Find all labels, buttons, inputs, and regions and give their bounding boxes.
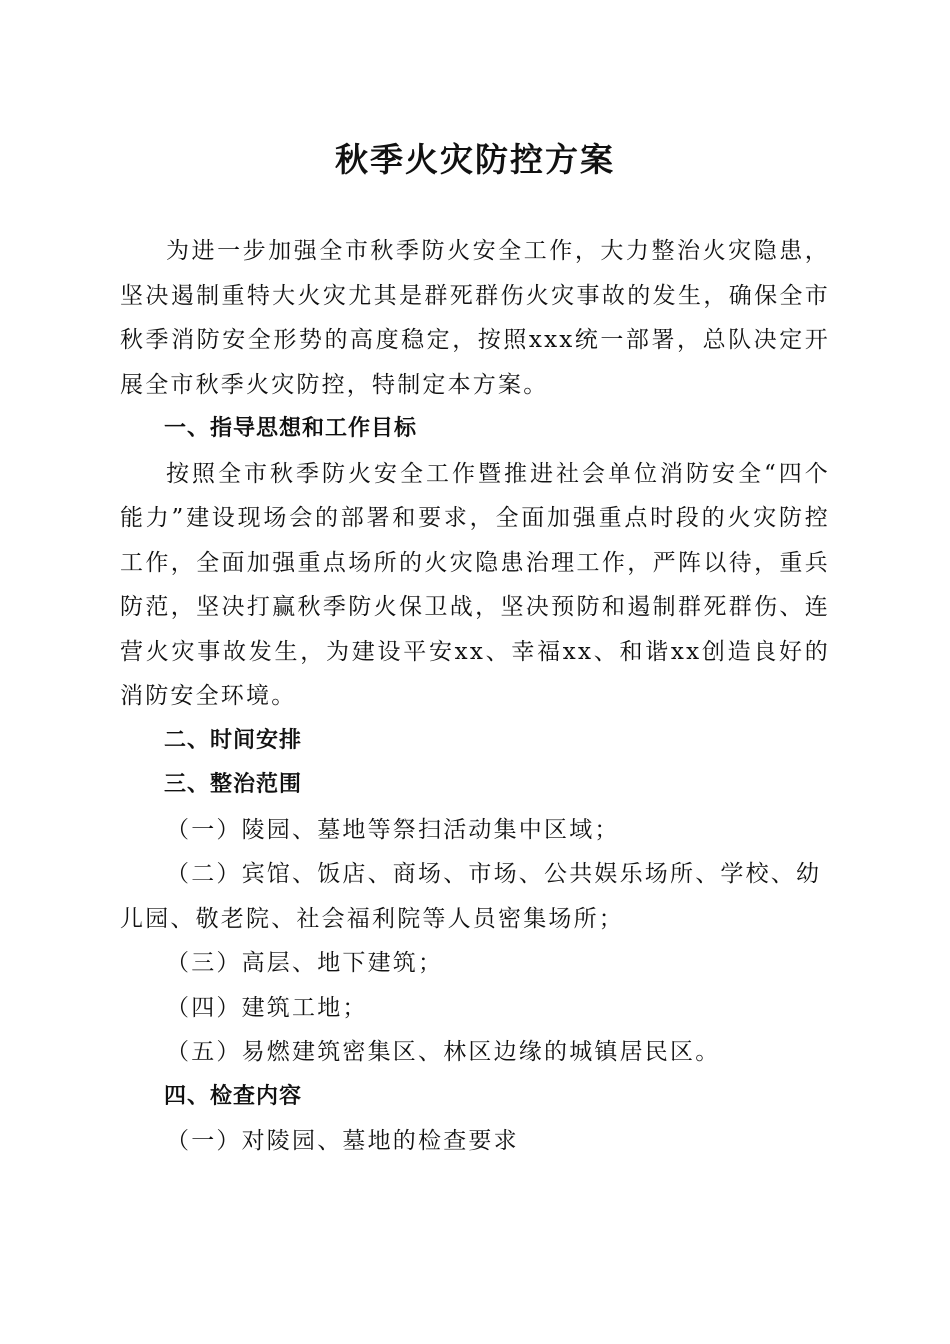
- scope-item-5: （五）易燃建筑密集区、林区边缘的城镇居民区。: [166, 1039, 721, 1065]
- scope-item-4: （四）建筑工地；: [166, 994, 368, 1021]
- inspection-item-1: （一）对陵园、墓地的检查要求: [166, 1128, 519, 1154]
- guiding-principles-paragraph: 按照全市秋季防火安全工作暨推进社会单位消防安全“四个能力”建设现场会的部署和要求，全面加强重点时段的火灾防控工作，全面加强重点场所的火灾隐患治理工作，严阵以待，重兵防范，坚决打赢秋季防火保卫战，坚决预防和遏制群死群伤、连营火灾事故发生，为建设平安xx、幸福xx、和谐xx创造良好的消防安全环境。: [120, 460, 830, 709]
- scope-item-1: （一）陵园、墓地等祭扫活动集中区域；: [166, 816, 620, 843]
- intro-paragraph: 为进一步加强全市秋季防火安全工作，大力整治火灾隐患，坚决遏制重特大火灾尤其是群死群伤火灾事故的发生，确保全市秋季消防安全形势的高度稳定，按照xxx统一部署，总队决定开展全市秋季火灾防控，特制定本方案。: [120, 238, 830, 398]
- section-heading-inspection: 四、检查内容: [164, 1083, 303, 1109]
- section-heading-scope: 三、整治范围: [164, 772, 303, 797]
- scope-item-3: （三）高层、地下建筑；: [166, 950, 444, 976]
- section-heading-guiding-principles: 一、指导思想和工作目标: [164, 416, 418, 441]
- document-title: 秋季火灾防控方案: [335, 140, 615, 179]
- document-body: [120, 229, 830, 1164]
- scope-item-2: （二）宾馆、饭店、商场、市场、公共娱乐场所、学校、幼儿园、敬老院、社会福利院等人员密集场所；: [120, 861, 822, 932]
- section-heading-schedule: 二、时间安排: [164, 727, 303, 753]
